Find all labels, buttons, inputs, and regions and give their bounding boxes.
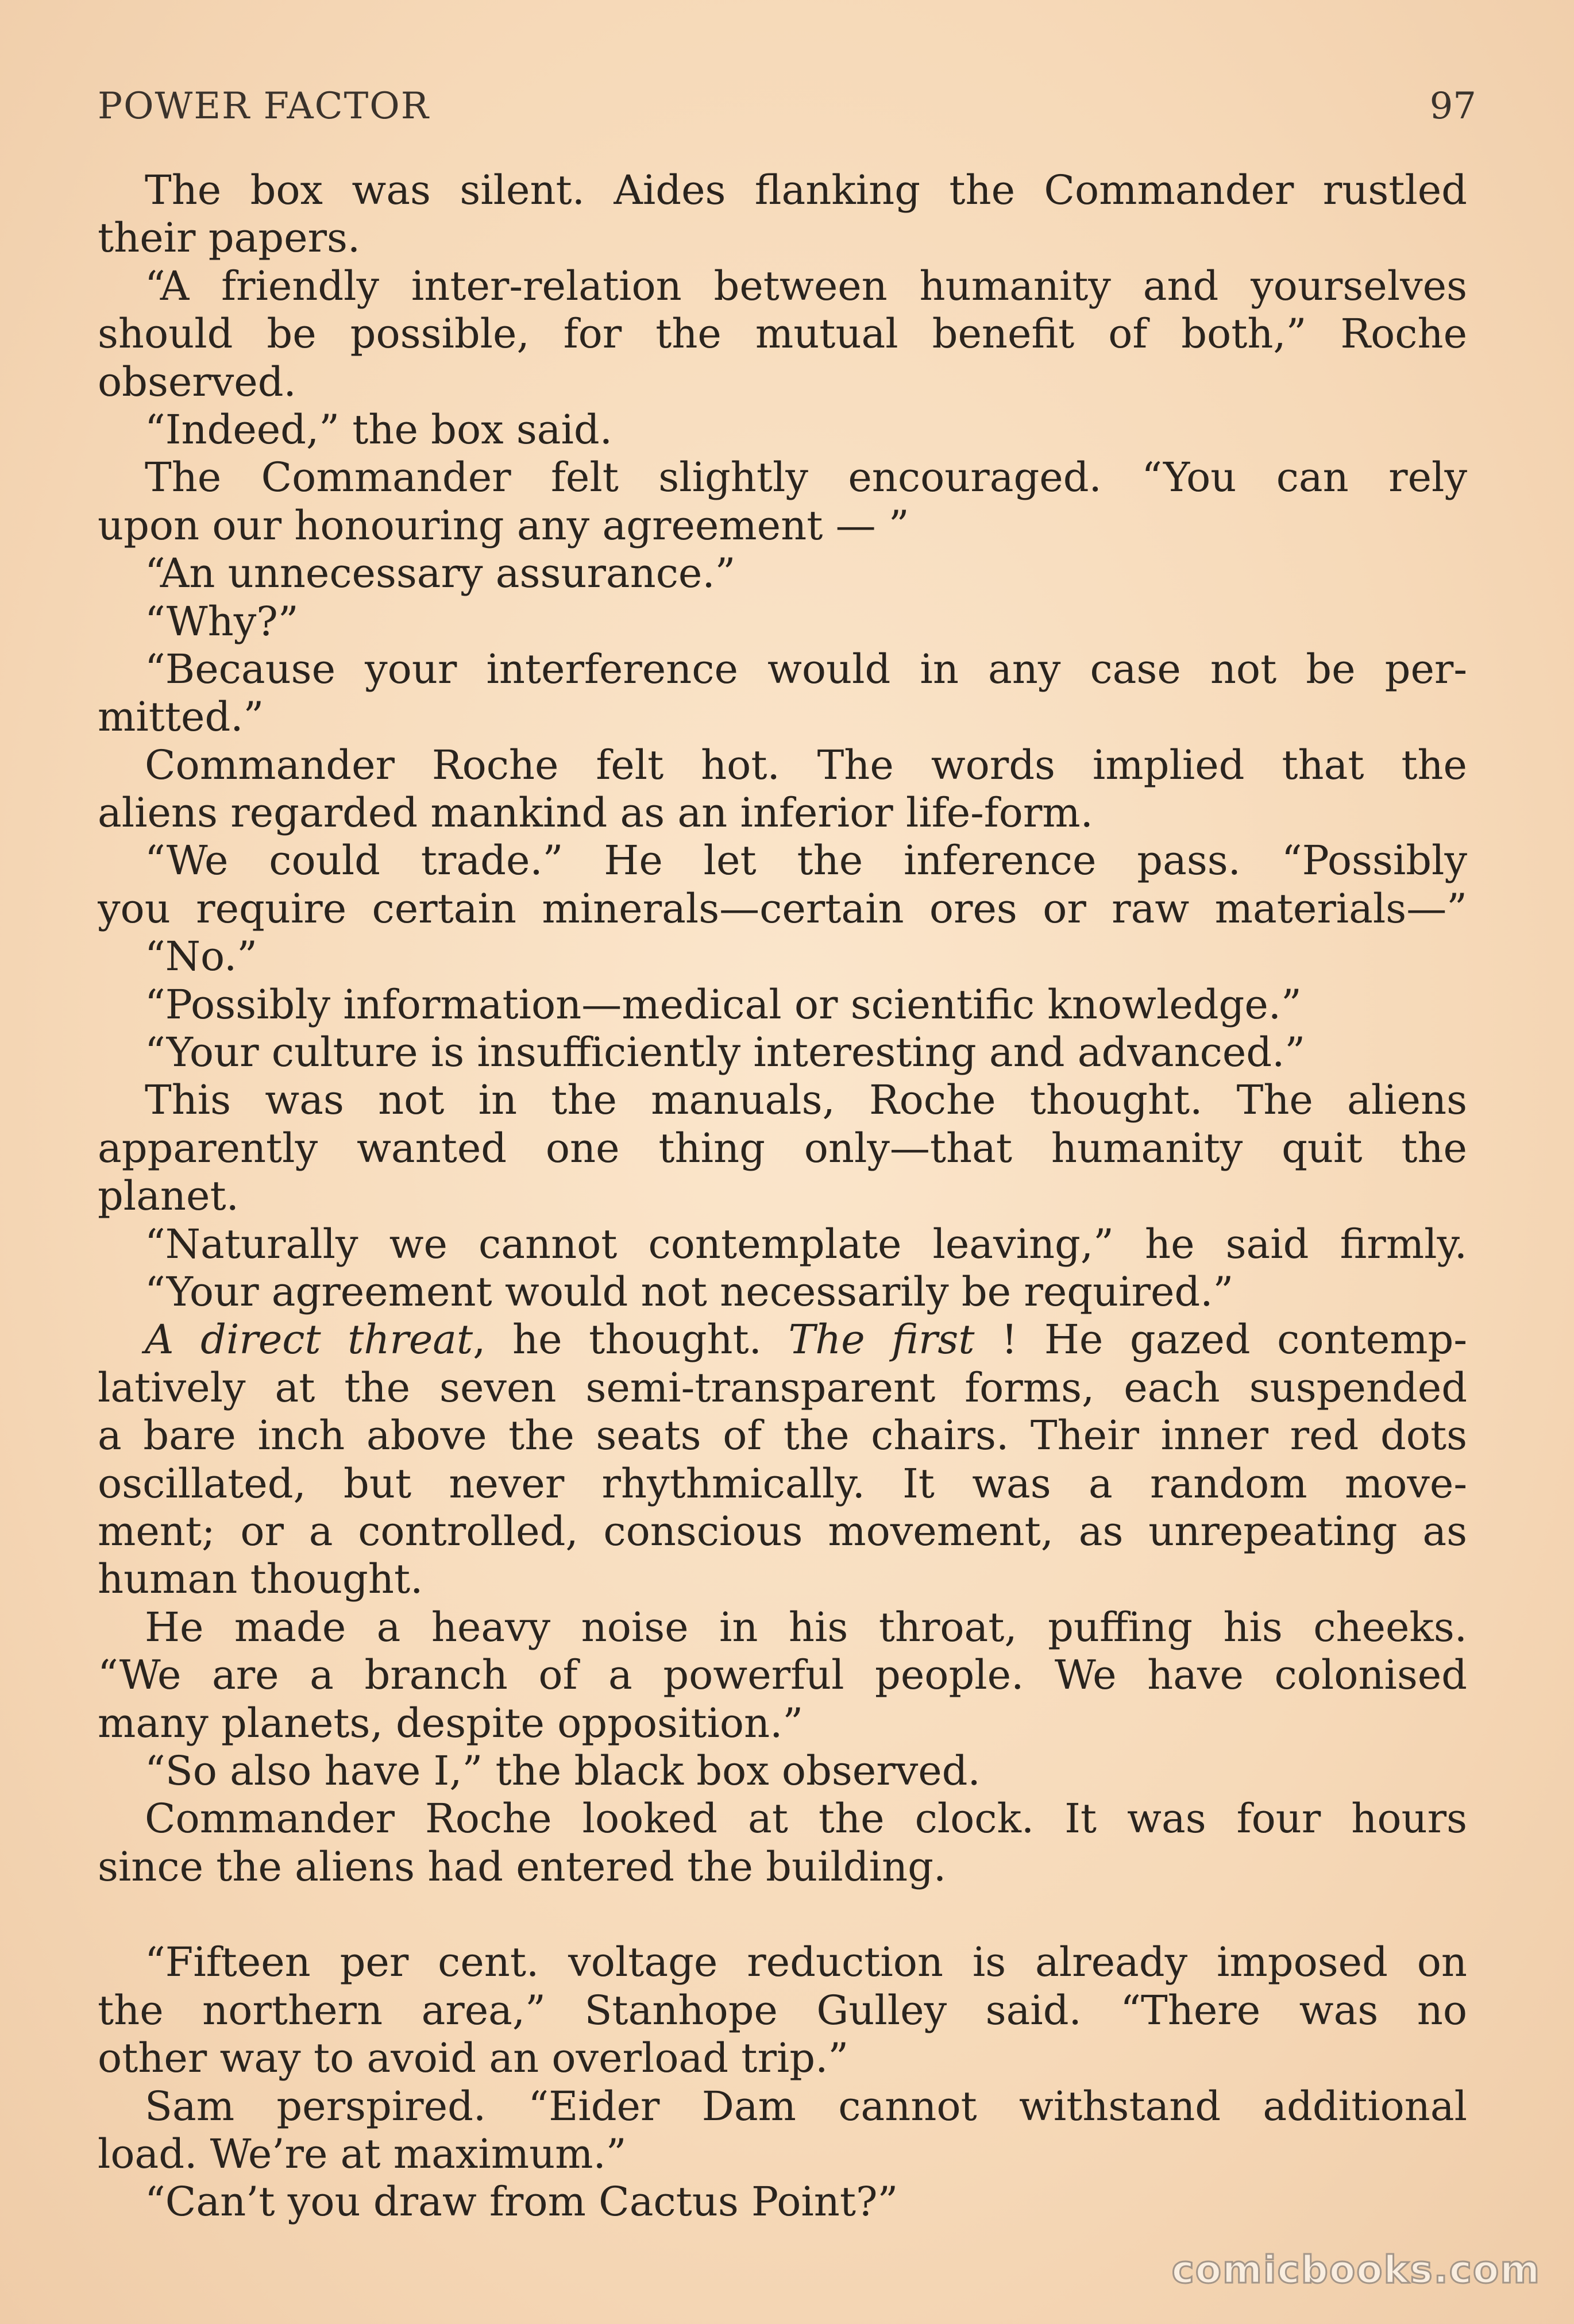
text-line: should be possible, for the mutual benefit of both,” Roche bbox=[98, 310, 1467, 358]
text-line: human thought. bbox=[98, 1555, 423, 1603]
text-line: A direct threat, he thought. The first ! He gazed contemp- bbox=[145, 1316, 1467, 1364]
text-line: “We could trade.” He let the inference pass. “Possibly bbox=[145, 837, 1467, 885]
text-line: latively at the seven semi-transparent forms, each suspended bbox=[98, 1364, 1467, 1411]
text-line: This was not in the manuals, Roche thought. The aliens bbox=[145, 1076, 1467, 1124]
text-line: “We are a branch of a powerful people. We have colonised bbox=[98, 1651, 1467, 1699]
text-line: you require certain minerals—certain ores or raw materials—” bbox=[98, 885, 1467, 932]
text-line: observed. bbox=[98, 358, 296, 406]
text-line: He made a heavy noise in his throat, puffing his cheeks. bbox=[145, 1603, 1467, 1651]
text-line: Commander Roche looked at the clock. It was four hours bbox=[145, 1795, 1467, 1843]
text-line: a bare inch above the seats of the chairs. Their inner red dots bbox=[98, 1412, 1467, 1460]
body-text bbox=[98, 167, 1467, 2226]
running-head bbox=[98, 85, 1476, 137]
text-line: oscillated, but never rhythmically. It was a random move- bbox=[98, 1460, 1467, 1507]
text-line: planet. bbox=[98, 1172, 239, 1220]
page-number: 97 bbox=[1429, 85, 1476, 128]
text-line: “Fifteen per cent. voltage reduction is already imposed on bbox=[145, 1939, 1467, 1986]
text-line: “An unnecessary assurance.” bbox=[145, 550, 736, 597]
text-line: aliens regarded mankind as an inferior life-form. bbox=[98, 789, 1093, 837]
text-line: load. We’re at maximum.” bbox=[98, 2130, 627, 2178]
text-line: “Naturally we cannot contemplate leaving,” he said firmly. bbox=[145, 1220, 1467, 1268]
text-line: apparently wanted one thing only—that humanity quit the bbox=[98, 1124, 1467, 1172]
text-line: upon our honouring any agreement — ” bbox=[98, 501, 909, 549]
text-line: “Indeed,” the box said. bbox=[145, 406, 612, 453]
text-line: “Your agreement would not necessarily be required.” bbox=[145, 1268, 1234, 1315]
text-line: The box was silent. Aides flanking the Commander rustled bbox=[145, 167, 1467, 214]
text-line: The Commander felt slightly encouraged. “You can rely bbox=[145, 454, 1467, 501]
text-line: their papers. bbox=[98, 214, 361, 262]
text-line: since the aliens had entered the building. bbox=[98, 1843, 947, 1890]
text-line: “Your culture is insufficiently interesting and advanced.” bbox=[145, 1029, 1306, 1076]
text-line: “Possibly information—medical or scientific knowledge.” bbox=[145, 980, 1302, 1028]
text-line: other way to avoid an overload trip.” bbox=[98, 2035, 849, 2082]
text-line: many planets, despite opposition.” bbox=[98, 1699, 804, 1747]
text-line: “No.” bbox=[145, 933, 257, 980]
text-line: ment; or a controlled, conscious movement, as unrepeating as bbox=[98, 1507, 1467, 1555]
text-line: the northern area,” Stanhope Gulley said. “There was no bbox=[98, 1986, 1467, 2034]
text-line: “Can’t you draw from Cactus Point?” bbox=[145, 2178, 898, 2226]
text-line: “So also have I,” the black box observed. bbox=[145, 1747, 981, 1794]
text-line: “A friendly inter-relation between humanity and yourselves bbox=[145, 262, 1467, 310]
watermark: comicbooks.com bbox=[1171, 2248, 1541, 2292]
section-break bbox=[98, 1891, 1467, 1939]
text-line: “Why?” bbox=[145, 597, 299, 645]
text-line: Sam perspired. “Eider Dam cannot withstand additional bbox=[145, 2082, 1467, 2130]
text-line: “Because your interference would in any case not be per- bbox=[145, 645, 1467, 693]
book-title: POWER FACTOR bbox=[98, 85, 430, 128]
text-line: Commander Roche felt hot. The words implied that the bbox=[145, 741, 1467, 789]
text-line: mitted.” bbox=[98, 693, 264, 741]
